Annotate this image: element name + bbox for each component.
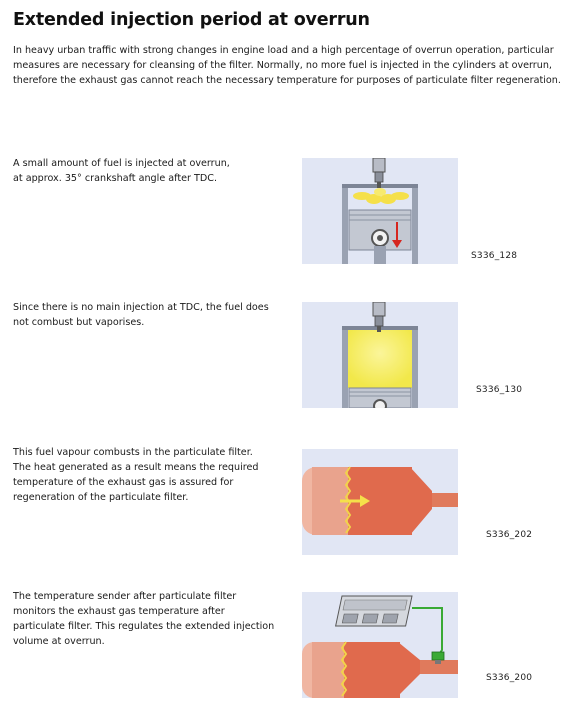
- figure-code-1: S336_128: [471, 251, 518, 261]
- step-4-line: The temperature sender after particulate filter: [13, 591, 237, 602]
- step-4-text: [13, 589, 274, 649]
- figure-code-4: S336_200: [486, 673, 533, 683]
- step-3-line: This fuel vapour combusts in the particulate filter.: [13, 447, 253, 458]
- step-2-line: Since there is no main injection at TDC, the fuel does: [13, 302, 269, 313]
- step-3-line: The heat generated as a result means the required: [13, 462, 259, 473]
- piston-fuel-injection-icon: [302, 158, 458, 264]
- step-3-line: regeneration of the particulate filter.: [13, 492, 189, 503]
- figure-piston-injection: [302, 158, 458, 264]
- fuel-vapour-cylinder-icon: [302, 302, 458, 408]
- figure-temperature-sender: [302, 592, 458, 698]
- page-title: Extended injection period at overrun: [13, 10, 370, 30]
- temperature-sender-control-unit-icon: [302, 592, 458, 698]
- step-2-text: [13, 300, 269, 330]
- figure-particulate-filter: [302, 449, 458, 555]
- step-4-line: monitors the exhaust gas temperature after: [13, 606, 225, 617]
- step-2-line: not combust but vaporises.: [13, 317, 145, 328]
- step-1-text: [13, 156, 230, 186]
- figure-code-3: S336_202: [486, 530, 533, 540]
- figure-fuel-vapour: [302, 302, 458, 408]
- step-4-line: particulate filter. This regulates the extended injection: [13, 621, 275, 632]
- intro-paragraph: In heavy urban traffic with strong changes in engine load and a high percentage of overrun operation, particular measures are necessary for cleansing of the filter. Normally, no more fuel is injected in the cylinders at overrun, therefore the exhaust gas cannot reach the necessary temperature for purposes of particulate filter regeneration.: [13, 45, 561, 86]
- step-3-line: temperature of the exhaust gas is assured for: [13, 477, 234, 488]
- figure-code-2: S336_130: [476, 385, 523, 395]
- step-4-line: volume at overrun.: [13, 636, 105, 647]
- step-1-line: A small amount of fuel is injected at overrun,: [13, 158, 230, 169]
- particulate-filter-icon: [302, 449, 458, 555]
- step-1-line: at approx. 35° crankshaft angle after TDC.: [13, 173, 218, 184]
- step-3-text: [13, 445, 258, 505]
